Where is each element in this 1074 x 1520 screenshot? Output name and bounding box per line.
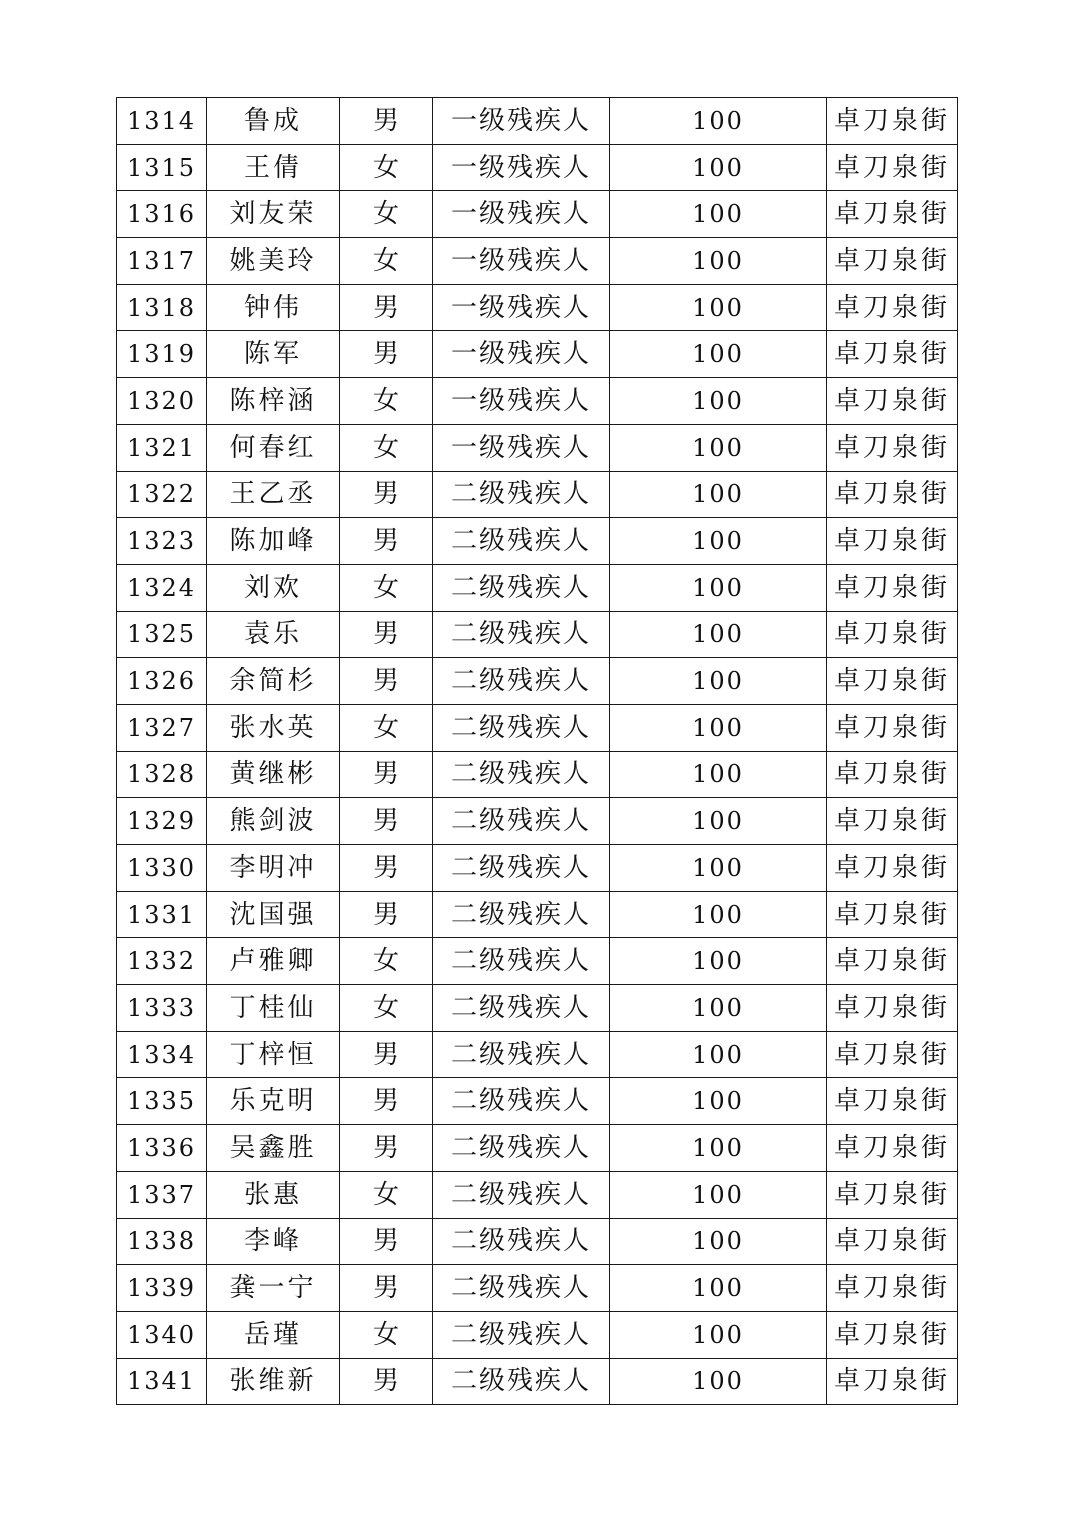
row-number-cell: 1338	[117, 1218, 207, 1265]
disability-level-cell: 二级残疾人	[433, 611, 610, 658]
gender-cell: 男	[340, 845, 433, 892]
gender-cell: 男	[340, 1265, 433, 1312]
amount-cell: 100	[610, 191, 827, 238]
gender-cell: 女	[340, 144, 433, 191]
name-cell: 何春红	[207, 424, 340, 471]
disability-level-cell: 二级残疾人	[433, 658, 610, 705]
amount-cell: 100	[610, 378, 827, 425]
gender-cell: 女	[340, 424, 433, 471]
street-cell: 卓刀泉街	[827, 284, 958, 331]
street-cell: 卓刀泉街	[827, 658, 958, 705]
street-cell: 卓刀泉街	[827, 845, 958, 892]
table-row	[117, 1031, 958, 1078]
disability-level-cell: 一级残疾人	[433, 284, 610, 331]
table-row	[117, 938, 958, 985]
name-cell: 李明冲	[207, 845, 340, 892]
row-number-cell: 1314	[117, 98, 207, 145]
table-row	[117, 98, 958, 145]
amount-cell: 100	[610, 1171, 827, 1218]
street-cell: 卓刀泉街	[827, 1358, 958, 1405]
name-cell: 黄继彬	[207, 751, 340, 798]
street-cell: 卓刀泉街	[827, 144, 958, 191]
name-cell: 姚美玲	[207, 238, 340, 285]
gender-cell: 男	[340, 331, 433, 378]
name-cell: 丁桂仙	[207, 985, 340, 1032]
row-number-cell: 1334	[117, 1031, 207, 1078]
table-row	[117, 798, 958, 845]
amount-cell: 100	[610, 938, 827, 985]
name-cell: 熊剑波	[207, 798, 340, 845]
gender-cell: 女	[340, 704, 433, 751]
name-cell: 丁梓恒	[207, 1031, 340, 1078]
gender-cell: 女	[340, 1171, 433, 1218]
table-row	[117, 1125, 958, 1172]
street-cell: 卓刀泉街	[827, 1265, 958, 1312]
row-number-cell: 1317	[117, 238, 207, 285]
name-cell: 龚一宁	[207, 1265, 340, 1312]
street-cell: 卓刀泉街	[827, 191, 958, 238]
amount-cell: 100	[610, 1078, 827, 1125]
gender-cell: 男	[340, 471, 433, 518]
recipient-table	[116, 97, 958, 1405]
table-row	[117, 331, 958, 378]
disability-level-cell: 二级残疾人	[433, 1171, 610, 1218]
gender-cell: 男	[340, 518, 433, 565]
name-cell: 岳瑾	[207, 1311, 340, 1358]
gender-cell: 男	[340, 891, 433, 938]
amount-cell: 100	[610, 1358, 827, 1405]
row-number-cell: 1336	[117, 1125, 207, 1172]
name-cell: 余简杉	[207, 658, 340, 705]
row-number-cell: 1333	[117, 985, 207, 1032]
table-row	[117, 704, 958, 751]
amount-cell: 100	[610, 518, 827, 565]
amount-cell: 100	[610, 798, 827, 845]
row-number-cell: 1332	[117, 938, 207, 985]
row-number-cell: 1339	[117, 1265, 207, 1312]
table-body	[117, 98, 958, 1405]
row-number-cell: 1325	[117, 611, 207, 658]
row-number-cell: 1322	[117, 471, 207, 518]
name-cell: 乐克明	[207, 1078, 340, 1125]
row-number-cell: 1323	[117, 518, 207, 565]
disability-level-cell: 二级残疾人	[433, 798, 610, 845]
table-row	[117, 191, 958, 238]
name-cell: 张维新	[207, 1358, 340, 1405]
amount-cell: 100	[610, 238, 827, 285]
gender-cell: 男	[340, 98, 433, 145]
row-number-cell: 1321	[117, 424, 207, 471]
street-cell: 卓刀泉街	[827, 331, 958, 378]
street-cell: 卓刀泉街	[827, 1218, 958, 1265]
name-cell: 沈国强	[207, 891, 340, 938]
amount-cell: 100	[610, 1031, 827, 1078]
name-cell: 刘友荣	[207, 191, 340, 238]
table-row	[117, 1265, 958, 1312]
row-number-cell: 1328	[117, 751, 207, 798]
disability-level-cell: 二级残疾人	[433, 1031, 610, 1078]
amount-cell: 100	[610, 751, 827, 798]
street-cell: 卓刀泉街	[827, 1031, 958, 1078]
gender-cell: 男	[340, 1358, 433, 1405]
row-number-cell: 1319	[117, 331, 207, 378]
disability-level-cell: 二级残疾人	[433, 518, 610, 565]
disability-level-cell: 二级残疾人	[433, 1125, 610, 1172]
name-cell: 陈梓涵	[207, 378, 340, 425]
disability-level-cell: 一级残疾人	[433, 424, 610, 471]
table-row	[117, 658, 958, 705]
table-row	[117, 238, 958, 285]
street-cell: 卓刀泉街	[827, 1078, 958, 1125]
amount-cell: 100	[610, 471, 827, 518]
row-number-cell: 1337	[117, 1171, 207, 1218]
street-cell: 卓刀泉街	[827, 704, 958, 751]
table-row	[117, 1078, 958, 1125]
amount-cell: 100	[610, 658, 827, 705]
gender-cell: 男	[340, 798, 433, 845]
gender-cell: 男	[340, 611, 433, 658]
gender-cell: 女	[340, 191, 433, 238]
disability-level-cell: 一级残疾人	[433, 191, 610, 238]
street-cell: 卓刀泉街	[827, 238, 958, 285]
table-row	[117, 985, 958, 1032]
street-cell: 卓刀泉街	[827, 611, 958, 658]
row-number-cell: 1340	[117, 1311, 207, 1358]
table-row	[117, 378, 958, 425]
table-row	[117, 1311, 958, 1358]
row-number-cell: 1335	[117, 1078, 207, 1125]
table-row	[117, 1358, 958, 1405]
row-number-cell: 1327	[117, 704, 207, 751]
name-cell: 李峰	[207, 1218, 340, 1265]
amount-cell: 100	[610, 564, 827, 611]
row-number-cell: 1316	[117, 191, 207, 238]
disability-level-cell: 二级残疾人	[433, 1218, 610, 1265]
amount-cell: 100	[610, 1218, 827, 1265]
disability-level-cell: 二级残疾人	[433, 1265, 610, 1312]
street-cell: 卓刀泉街	[827, 891, 958, 938]
disability-level-cell: 二级残疾人	[433, 938, 610, 985]
table-row	[117, 284, 958, 331]
amount-cell: 100	[610, 284, 827, 331]
gender-cell: 男	[340, 1078, 433, 1125]
gender-cell: 女	[340, 564, 433, 611]
name-cell: 刘欢	[207, 564, 340, 611]
gender-cell: 女	[340, 985, 433, 1032]
amount-cell: 100	[610, 1311, 827, 1358]
street-cell: 卓刀泉街	[827, 518, 958, 565]
name-cell: 钟伟	[207, 284, 340, 331]
gender-cell: 女	[340, 238, 433, 285]
gender-cell: 女	[340, 378, 433, 425]
disability-level-cell: 一级残疾人	[433, 98, 610, 145]
table-row	[117, 564, 958, 611]
street-cell: 卓刀泉街	[827, 471, 958, 518]
street-cell: 卓刀泉街	[827, 98, 958, 145]
name-cell: 张水英	[207, 704, 340, 751]
gender-cell: 男	[340, 658, 433, 705]
row-number-cell: 1318	[117, 284, 207, 331]
street-cell: 卓刀泉街	[827, 378, 958, 425]
gender-cell: 男	[340, 751, 433, 798]
amount-cell: 100	[610, 891, 827, 938]
row-number-cell: 1315	[117, 144, 207, 191]
row-number-cell: 1320	[117, 378, 207, 425]
amount-cell: 100	[610, 1125, 827, 1172]
gender-cell: 女	[340, 938, 433, 985]
gender-cell: 男	[340, 1125, 433, 1172]
table-row	[117, 1218, 958, 1265]
disability-level-cell: 二级残疾人	[433, 751, 610, 798]
row-number-cell: 1341	[117, 1358, 207, 1405]
table-row	[117, 845, 958, 892]
gender-cell: 男	[340, 1031, 433, 1078]
name-cell: 陈加峰	[207, 518, 340, 565]
disability-level-cell: 一级残疾人	[433, 238, 610, 285]
gender-cell: 男	[340, 284, 433, 331]
row-number-cell: 1331	[117, 891, 207, 938]
row-number-cell: 1324	[117, 564, 207, 611]
disability-level-cell: 一级残疾人	[433, 144, 610, 191]
table-row	[117, 751, 958, 798]
street-cell: 卓刀泉街	[827, 424, 958, 471]
gender-cell: 女	[340, 1311, 433, 1358]
disability-level-cell: 二级残疾人	[433, 1358, 610, 1405]
amount-cell: 100	[610, 985, 827, 1032]
table-row	[117, 424, 958, 471]
disability-level-cell: 一级残疾人	[433, 378, 610, 425]
amount-cell: 100	[610, 331, 827, 378]
street-cell: 卓刀泉街	[827, 751, 958, 798]
disability-level-cell: 二级残疾人	[433, 471, 610, 518]
name-cell: 张惠	[207, 1171, 340, 1218]
amount-cell: 100	[610, 1265, 827, 1312]
amount-cell: 100	[610, 845, 827, 892]
disability-level-cell: 二级残疾人	[433, 564, 610, 611]
street-cell: 卓刀泉街	[827, 985, 958, 1032]
street-cell: 卓刀泉街	[827, 1171, 958, 1218]
amount-cell: 100	[610, 704, 827, 751]
name-cell: 陈军	[207, 331, 340, 378]
street-cell: 卓刀泉街	[827, 798, 958, 845]
disability-level-cell: 二级残疾人	[433, 704, 610, 751]
disability-level-cell: 二级残疾人	[433, 1078, 610, 1125]
disability-level-cell: 一级残疾人	[433, 331, 610, 378]
street-cell: 卓刀泉街	[827, 1125, 958, 1172]
disability-level-cell: 二级残疾人	[433, 891, 610, 938]
amount-cell: 100	[610, 424, 827, 471]
amount-cell: 100	[610, 144, 827, 191]
street-cell: 卓刀泉街	[827, 1311, 958, 1358]
row-number-cell: 1329	[117, 798, 207, 845]
name-cell: 王乙丞	[207, 471, 340, 518]
amount-cell: 100	[610, 98, 827, 145]
name-cell: 鲁成	[207, 98, 340, 145]
name-cell: 袁乐	[207, 611, 340, 658]
disability-level-cell: 二级残疾人	[433, 845, 610, 892]
row-number-cell: 1326	[117, 658, 207, 705]
name-cell: 卢雅卿	[207, 938, 340, 985]
disability-level-cell: 二级残疾人	[433, 985, 610, 1032]
name-cell: 王倩	[207, 144, 340, 191]
table-row	[117, 611, 958, 658]
row-number-cell: 1330	[117, 845, 207, 892]
gender-cell: 男	[340, 1218, 433, 1265]
name-cell: 吴鑫胜	[207, 1125, 340, 1172]
table-row	[117, 518, 958, 565]
amount-cell: 100	[610, 611, 827, 658]
table-row	[117, 1171, 958, 1218]
table-row	[117, 471, 958, 518]
street-cell: 卓刀泉街	[827, 564, 958, 611]
disability-level-cell: 二级残疾人	[433, 1311, 610, 1358]
street-cell: 卓刀泉街	[827, 938, 958, 985]
table-row	[117, 144, 958, 191]
table-row	[117, 891, 958, 938]
